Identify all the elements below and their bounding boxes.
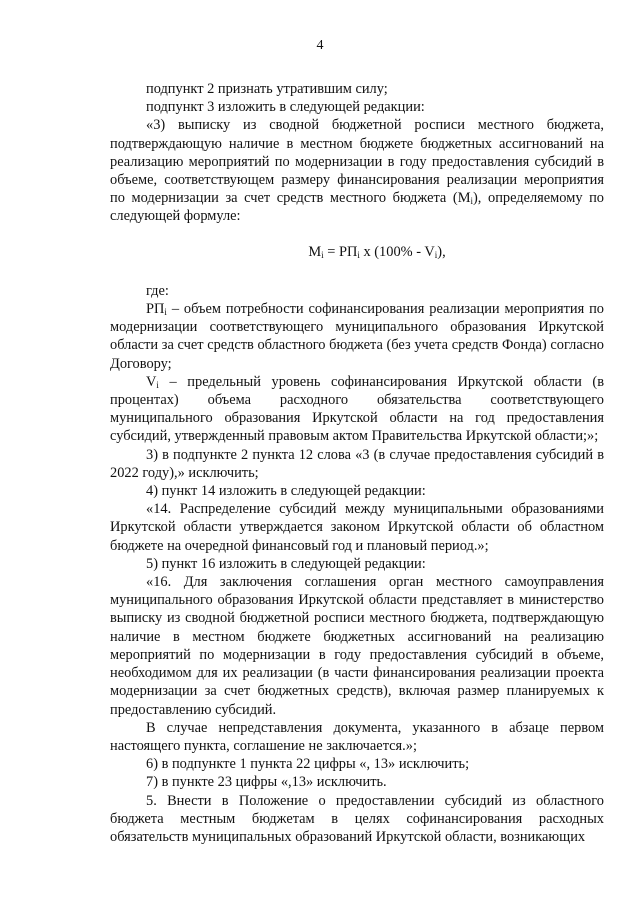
list-item: 6) в подпункте 1 пункта 22 цифры «, 13» исключить; <box>146 756 470 773</box>
subscript: i <box>156 379 159 390</box>
symbol: РП <box>146 301 165 318</box>
subscript: i <box>470 196 474 207</box>
formula <box>150 243 604 261</box>
formula-part: x (100% - V <box>359 243 435 260</box>
paragraph: где: <box>146 282 169 299</box>
list-item: 5. Внести в Положение о предоставлении субсидий из областного бюджета местным бюджетам в целях софинансирования расходных обязательств муниципальных образований Иркутской области, возникающих <box>110 792 604 845</box>
document-body <box>110 80 604 846</box>
list-item: «14. Распределение субсидий между муниципальными образованиями Иркутской области утверждается законом Иркутской области об областном бюджете на очередной финансовый год и плановый период.»; <box>110 501 604 554</box>
definition-text: – предельный уровень софинансирования Иркутской области (в процентах) объема расходного обязательства соответствующего муниципального образования Иркутской области на год предоставления субсидий, утвержденный правовым актом Правительства Иркутской области;»; <box>110 373 604 445</box>
paragraph <box>110 116 604 225</box>
list-item: В случае непредставления документа, указанного в абзаце первом настоящего пункта, соглашение не заключается.»; <box>110 719 604 754</box>
formula-part: ), <box>437 243 446 260</box>
list-item: 5) пункт 16 изложить в следующей редакции: <box>146 555 426 572</box>
definition-v <box>110 373 604 446</box>
paragraph: подпункт 2 признать утратившим силу; <box>146 81 388 97</box>
paragraph-text: «3) выписку из сводной бюджетной росписи местного бюджета, подтверждающую наличие в местном бюджете бюджетных ассигнований на реализацию мероприятий по модернизации в году предоставления субсидий в объеме, соответствующем размеру финансирования реализации мероприятия по модернизации за счет средств местного бюджета (M <box>110 117 604 207</box>
paragraph: подпункт 3 изложить в следующей редакции: <box>146 99 425 116</box>
formula-part: M <box>308 243 322 260</box>
symbol: V <box>146 373 157 390</box>
list-item: 4) пункт 14 изложить в следующей редакции: <box>146 483 426 500</box>
definition-text: – объем потребности софинансирования реализации мероприятия по модернизации соответствующего муниципального образования Иркутской области за счет средств областного бюджета (без учета средств Фонда) согласно Договору; <box>110 301 604 372</box>
page-number: 4 <box>316 38 324 53</box>
subscript: i <box>164 307 167 318</box>
list-item: «16. Для заключения соглашения орган местного самоуправления муниципального образования Иркутской области представляет в министерство выписку из сводной бюджетной росписи местного бюджета, подтверждающую наличие в местном бюджете бюджетных ассигнований на реализацию мероприятий по модернизации в году предоставления субсидий в объеме, необходимом для их реализации (в части финансирования реализации проекта модернизации за счет бюджетных средств), включая размер планируемых к предоставлению субсидий. <box>110 574 604 718</box>
list-item: 3) в подпункте 2 пункта 12 слова «3 (в случае предоставления субсидий в 2022 году),» исключить; <box>110 446 604 481</box>
paragraph-text: ), определяемому по следующей формуле: <box>110 190 605 225</box>
formula-part: = РП <box>323 243 358 260</box>
subscript: i <box>357 249 360 260</box>
list-item: 7) в пункте 23 цифры «,13» исключить. <box>146 774 387 791</box>
definition-rp <box>110 300 604 373</box>
subscript: i <box>321 249 324 260</box>
subscript: i <box>434 249 438 260</box>
